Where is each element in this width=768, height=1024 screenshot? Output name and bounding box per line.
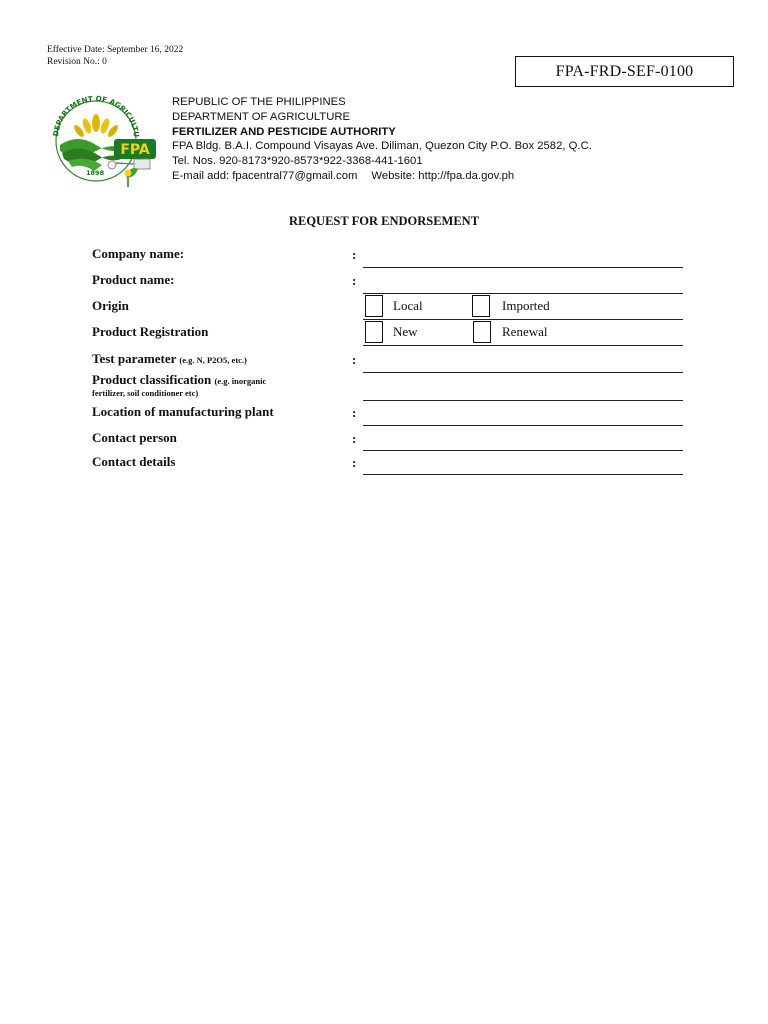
origin-local-checkbox[interactable] [365,295,383,317]
origin-imported-label: Imported [502,298,550,313]
contact-details-field[interactable] [363,474,683,475]
org-email: E-mail add: fpacentral77@gmail.com [172,169,358,182]
origin-local-label: Local [393,298,423,313]
fpa-text: FPA [120,142,150,158]
origin-imported-checkbox[interactable] [472,295,490,317]
company-name-field[interactable] [363,267,683,268]
effective-date: Effective Date: September 16, 2022 [47,45,184,55]
product-name-field[interactable] [363,293,683,294]
organization-block [172,95,592,184]
test-parameter-field[interactable] [363,372,683,373]
colon: : [352,247,357,262]
fpa-badge [114,139,156,159]
form-title: REQUEST FOR ENDORSEMENT [288,214,480,228]
colon: : [352,455,357,470]
colon: : [352,431,357,446]
org-authority: FERTILIZER AND PESTICIDE AUTHORITY [172,125,396,138]
logo-ring-text: DEPARTMENT OF AGRICULTU [51,93,142,138]
product-classification-text: Product classification [92,372,212,387]
product-classification-label [92,372,266,388]
revision-number: Revision No.: 0 [47,57,107,67]
org-republic: REPUBLIC OF THE PHILIPPINES [172,96,346,108]
registration-new-checkbox[interactable] [365,321,383,343]
logo-year: 1898 [86,169,105,177]
org-department: DEPARTMENT OF AGRICULTURE [172,110,351,123]
org-website: Website: http://fpa.da.gov.ph [371,169,515,182]
test-parameter-text: Test parameter [92,351,177,366]
origin-divider [363,319,683,320]
product-registration-label: Product Registration [92,324,209,339]
contact-person-field[interactable] [363,450,683,451]
origin-label: Origin [92,298,129,313]
form-code: FPA-FRD-SEF-0100 [555,62,694,80]
registration-renewal-checkbox[interactable] [473,321,491,343]
org-telephone: Tel. Nos. 920-8173*920-8573*922-3368-441-1601 [172,155,423,168]
contact-details-label: Contact details [92,454,176,469]
colon: : [352,273,357,288]
form-code-box [515,56,734,87]
registration-renewal-label: Renewal [502,324,548,339]
product-classification-hint-continued: fertilizer, soil conditioner etc) [92,388,199,398]
registration-new-label: New [393,324,418,339]
org-address: FPA Bldg. B.A.I. Compound Visayas Ave. Diliman, Quezon City P.O. Box 2582, Q.C. [172,140,592,153]
company-name-label: Company name: [92,246,185,261]
contact-person-label: Contact person [92,430,177,445]
registration-divider [363,345,683,346]
org-contact-line [172,169,592,184]
colon: : [352,352,357,367]
location-label: Location of manufacturing plant [92,404,274,419]
department-of-agriculture-logo [46,93,162,189]
colon: : [352,405,357,420]
test-parameter-label [92,351,247,367]
location-field[interactable] [363,425,683,426]
test-parameter-hint: (e.g. N, P2O5, etc.) [179,355,247,365]
product-classification-hint: (e.g. inorganic [214,376,267,386]
product-name-label: Product name: [92,272,175,287]
flower-icon [125,168,139,187]
product-classification-field[interactable] [363,400,683,401]
